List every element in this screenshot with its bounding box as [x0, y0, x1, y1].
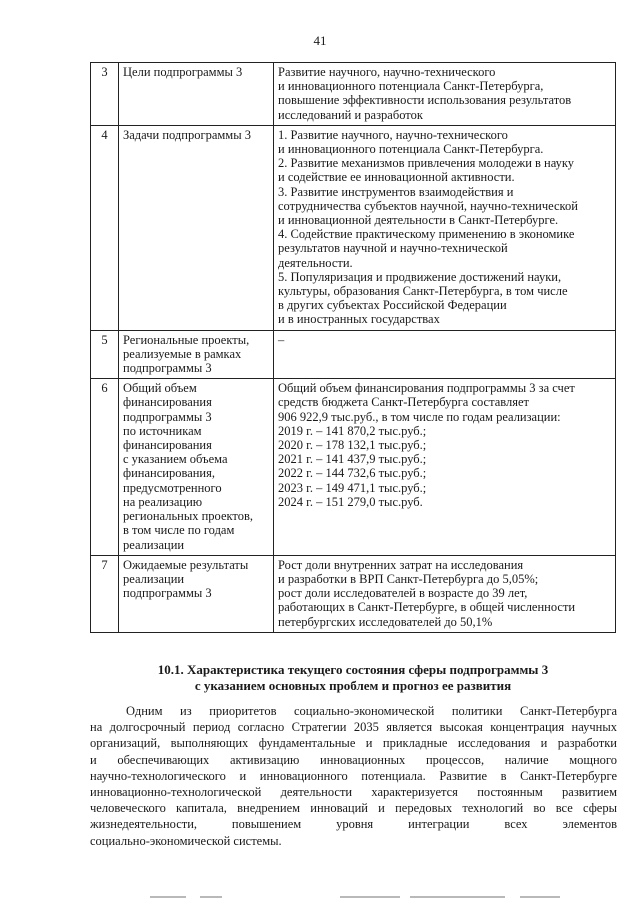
- row-label-cell: [119, 379, 274, 555]
- row-content-line: 2024 г. – 151 279,0 тыс.руб.: [278, 494, 423, 509]
- row-content-line: и инновационного потенциала Санкт-Петербурга.: [278, 142, 544, 157]
- row-label-line: в том числе по годам: [123, 523, 235, 538]
- row-content-line: петербургских исследователей до 50,1%: [278, 614, 493, 629]
- row-label-line: реализации: [123, 537, 185, 552]
- row-content-line: и инновационного потенциала Санкт-Петербурга,: [278, 79, 544, 94]
- row-content-cell: [274, 555, 616, 632]
- row-label-line: финансирования: [123, 438, 212, 453]
- row-number: 7: [91, 555, 119, 632]
- row-label-line: подпрограммы 3: [123, 586, 212, 601]
- table-body: [91, 63, 616, 633]
- row-label-line: Региональные проекты,: [123, 332, 250, 347]
- row-content-line: исследований и разработок: [278, 107, 423, 122]
- paragraph-line: инновационно-технологической деятельности характеризуется постоянным развитием: [90, 785, 617, 800]
- row-content-line: 3. Развитие инструментов взаимодействия и: [278, 184, 514, 199]
- row-content-line: 4. Содействие практическому применению в экономике: [278, 227, 575, 242]
- row-content-cell: [274, 125, 616, 330]
- row-content-line: 2. Развитие механизмов привлечения молодежи в науку: [278, 156, 575, 171]
- row-content-line: Рост доли внутренних затрат на исследования: [278, 557, 524, 572]
- row-content-line: сотрудничества субъектов научной, научно-технической: [278, 198, 578, 213]
- row-label-line: Ожидаемые результаты: [123, 557, 249, 572]
- scan-artifact: [0, 896, 640, 900]
- row-label-line: Задачи подпрограммы 3: [123, 127, 251, 142]
- paragraph-line: на долгосрочный период согласно Стратегии 2035 является высокая концентрация научных: [90, 720, 617, 735]
- row-number: 5: [91, 330, 119, 379]
- row-label-cell: [119, 63, 274, 126]
- row-content-line: 906 922,9 тыс.руб., в том числе по годам реализации:: [278, 409, 561, 424]
- row-content-line: 2019 г. – 141 870,2 тыс.руб.;: [278, 423, 427, 438]
- paragraph-line: Одним из приоритетов социально-экономической политики Санкт-Петербурга: [126, 704, 617, 718]
- row-label-line: с указанием объема: [123, 452, 228, 467]
- row-content-line: 2020 г. – 178 132,1 тыс.руб.;: [278, 438, 427, 453]
- row-number: 3: [91, 63, 119, 126]
- table-row: [91, 63, 616, 126]
- row-content-cell: [274, 379, 616, 555]
- row-content-line: и инновационной деятельности в Санкт-Петербурге.: [278, 213, 559, 228]
- row-content-line: работающих в Санкт-Петербурге, в общей численности: [278, 600, 576, 615]
- row-label-line: по источникам: [123, 423, 202, 438]
- body-paragraph: [90, 703, 617, 849]
- row-content-line: и в иностранных государствах: [278, 312, 440, 327]
- row-content-line: рост доли исследователей в возрасте до 39 лет,: [278, 586, 528, 601]
- row-number: 4: [91, 125, 119, 330]
- row-content-line: результатов научной и научно-технической: [278, 241, 508, 256]
- row-content-line: и содействие ее инновационной активности.: [278, 170, 515, 185]
- table-row: [91, 330, 616, 379]
- table-row: [91, 125, 616, 330]
- row-content-line: 1. Развитие научного, научно-технического: [278, 127, 508, 142]
- subprogram-passport-table: [90, 62, 616, 633]
- row-content-line: деятельности.: [278, 255, 353, 270]
- row-label-line: подпрограммы 3: [123, 409, 212, 424]
- row-label-line: Цели подпрограммы 3: [123, 65, 243, 79]
- row-content-line: повышение эффективности использования результатов: [278, 93, 572, 108]
- row-label-line: подпрограммы 3: [123, 361, 212, 376]
- row-content-line: 2023 г. – 149 471,1 тыс.руб.;: [278, 480, 427, 495]
- paragraph-line: и обеспечивающих активизацию инновационных процессов, наличие мощного: [90, 752, 617, 767]
- row-content-line: 2022 г. – 144 732,6 тыс.руб.;: [278, 466, 427, 481]
- row-content-cell: [274, 330, 616, 379]
- row-label-line: предусмотренного: [123, 480, 222, 495]
- table-row: [91, 555, 616, 632]
- row-label-line: на реализацию: [123, 494, 203, 509]
- row-label-line: реализации: [123, 571, 185, 586]
- row-label-cell: [119, 330, 274, 379]
- row-content-line: Общий объем финансирования подпрограммы 3 за счет: [278, 381, 575, 396]
- row-content-line: культуры, образования Санкт-Петербурга, в том числе: [278, 284, 568, 299]
- row-content-cell: [274, 63, 616, 126]
- row-content-line: и разработки в ВРП Санкт-Петербурга до 5,05%;: [278, 571, 539, 586]
- section-heading-line: 10.1. Характеристика текущего состояния сферы подпрограммы 3: [157, 662, 549, 677]
- row-label-line: реализуемые в рамках: [123, 346, 242, 361]
- row-content-line: 2021 г. – 141 437,9 тыс.руб.;: [278, 452, 427, 467]
- row-content-line: –: [278, 332, 285, 347]
- row-label-cell: [119, 125, 274, 330]
- row-content-line: в других субъектах Российской Федерации: [278, 298, 507, 313]
- section-heading: [88, 662, 618, 694]
- row-content-line: 5. Популяризация и продвижение достижений науки,: [278, 269, 562, 284]
- paragraph-line: человеческого капитала, внедрением инноваций и передовых технологий во все сферы: [90, 801, 617, 816]
- row-number: 6: [91, 379, 119, 555]
- page-number: 41: [313, 33, 327, 48]
- row-content-line: Развитие научного, научно-технического: [278, 65, 496, 79]
- row-content-line: средств бюджета Санкт-Петербурга составляет: [278, 395, 529, 410]
- row-label-cell: [119, 555, 274, 632]
- paragraph-line: организаций, выполняющих фундаментальные и прикладные исследования и разработки: [90, 736, 617, 751]
- row-label-line: региональных проектов,: [123, 509, 253, 524]
- section-heading-line: с указанием основных проблем и прогноз ее развития: [194, 678, 512, 693]
- paragraph-line: научно-технологического и инновационного потенциала. Развитие в Санкт-Петербурге: [90, 768, 617, 783]
- paragraph-line: жизнедеятельности, повышением уровня интеграции всех элементов: [90, 817, 617, 832]
- row-label-line: финансирования: [123, 395, 212, 410]
- row-label-line: Общий объем: [123, 381, 197, 396]
- paragraph-line: социально-экономической системы.: [90, 833, 282, 848]
- table-row: [91, 379, 616, 555]
- row-label-line: финансирования,: [123, 466, 215, 481]
